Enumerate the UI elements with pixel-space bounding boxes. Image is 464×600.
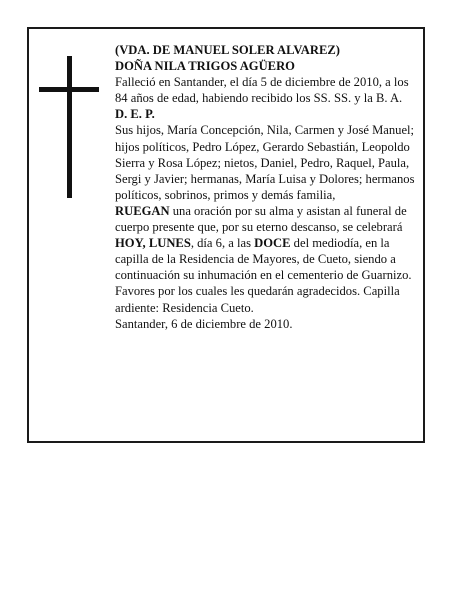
- day-highlight: HOY, LUNES: [115, 236, 191, 251]
- hour-highlight: DOCE: [254, 236, 291, 251]
- ruegan-word: RUEGAN: [115, 203, 170, 218]
- dep-line: D. E. P.: [115, 107, 155, 122]
- request-text-1: una oración por su alma y asistan al funeral de cuerpo presente que, por su eterno descanso, se celebrará: [115, 203, 407, 235]
- closing-line: Santander, 6 de diciembre de 2010.: [115, 316, 293, 331]
- obituary-text: [115, 42, 421, 332]
- cross-horizontal-bar: [39, 87, 99, 92]
- request-text-2: , día 6, a las: [190, 236, 255, 251]
- death-paragraph: Falleció en Santander, el día 5 de diciembre de 2010, a los 84 años de edad, habiendo recibido los SS. SS. y la B. A.: [115, 75, 409, 106]
- widow-line: (VDA. DE MANUEL SOLER ALVAREZ): [115, 43, 340, 57]
- request-paragraph: [115, 203, 421, 316]
- request-text-3: del mediodía, en la capilla de la Residencia de Mayores, de Cueto, siendo a continuación su inhumación en el cementerio de Guarnizo. Favores por los cuales les quedarán agradecidos. Capilla ardiente: Residencia Cueto.: [115, 236, 412, 315]
- obituary-notice: [27, 27, 425, 443]
- family-paragraph: Sus hijos, María Concepción, Nila, Carmen y José Manuel; hijos políticos, Pedro López, Gerardo Sebastián, Leopoldo Sierra y Rosa López; nietos, Daniel, Pedro, Raquel, Paula, Sergi y Javier; hermanas, María Luisa y Dolores; hermanos políticos, sobrinos, primos y demás familia,: [115, 123, 415, 202]
- cross-vertical-bar: [67, 56, 72, 198]
- deceased-name: DOÑA NILA TRIGOS AGÜERO: [115, 59, 295, 74]
